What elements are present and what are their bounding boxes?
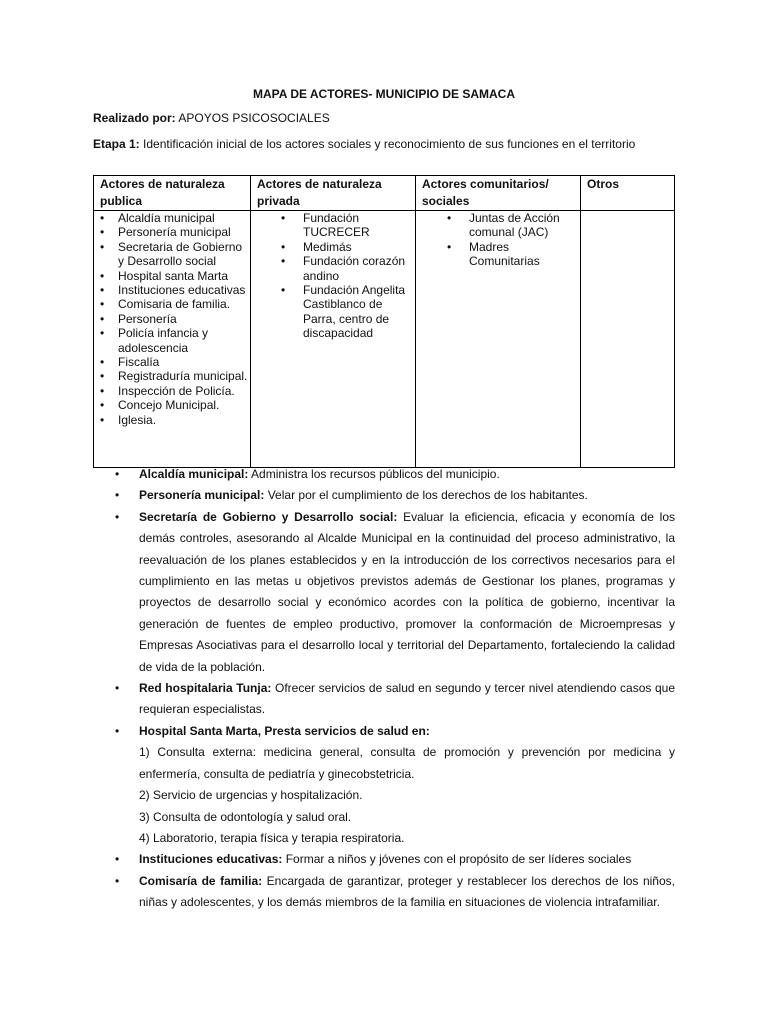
- document-title: MAPA DE ACTORES- MUNICIPIO DE SAMACA: [252, 87, 515, 101]
- stage-label: Etapa 1:: [93, 137, 140, 151]
- made-by-label: Realizado por:: [93, 111, 176, 125]
- made-by-line: [93, 111, 330, 125]
- community-actors-list: [416, 211, 580, 269]
- public-actors-list: [94, 211, 250, 427]
- list-item: • Fundación Angelita Castiblanco de Parra, centro de discapacidad: [251, 283, 415, 341]
- others-cell: [581, 211, 675, 468]
- list-item: • Policía infancia y adolescencia: [94, 326, 250, 355]
- list-item: • Fiscalía: [94, 355, 250, 369]
- list-item: • Fundación corazón andino: [251, 254, 415, 283]
- list-item: • Personería municipal: [94, 225, 250, 239]
- list-item: • Registraduría municipal.: [94, 369, 250, 383]
- public-actors-cell: [94, 211, 251, 468]
- description-text: Evaluar la eficiencia, eficacia y economía de los demás controles, asesorando al Alcalde Municipal en la continuidad del proceso administrativo, la reevaluación de los planes establecidos y en la introducción de los correctivos necesarios para el cumplimiento en las metas u objetivos previstos además de Gestionar los planes, programas y proyectos de desarrollo social y económico acordes con la política de gobierno, incentivar la generación de fuentes de empleo productivo, promover la conformación de Microempresas y Empresas Asociativas para el desarrollo local y territorial del Departamento, fortaleciendo la calidad de vida de la población.: [139, 509, 675, 674]
- description-text: Formar a niños y jóvenes con el propósito de ser líderes sociales: [282, 852, 632, 867]
- list-item: • Iglesia.: [94, 413, 250, 427]
- list-item: • Madres Comunitarias: [416, 240, 580, 269]
- made-by-value: APOYOS PSICOSOCIALES: [178, 111, 330, 125]
- header-public: Actores de naturaleza publica: [94, 176, 251, 211]
- description-term: Instituciones educativas:: [139, 852, 283, 867]
- header-community: Actores comunitarios/ sociales: [416, 176, 581, 211]
- hospital-service-item: 3) Consulta de odontología y salud oral.: [139, 809, 352, 824]
- list-item: • Inspección de Policía.: [94, 384, 250, 398]
- stage-value: Identificación inicial de los actores sociales y reconocimiento de sus funciones en el territorio: [143, 137, 636, 151]
- actors-table: [93, 175, 675, 468]
- private-actors-cell: [251, 211, 416, 468]
- description-term: Hospital Santa Marta, Presta servicios de salud en:: [139, 723, 430, 738]
- list-item: • Personería: [94, 312, 250, 326]
- description-text: Administra los recursos públicos del municipio.: [248, 467, 500, 481]
- actor-descriptions: [93, 464, 675, 914]
- list-item: • Instituciones educativas: [94, 283, 250, 297]
- descriptions-list: [93, 464, 675, 914]
- description-item: [93, 507, 675, 678]
- description-text: Velar por el cumplimiento de los derechos de los habitantes.: [264, 488, 588, 503]
- description-item: [93, 721, 675, 742]
- description-item: [93, 849, 675, 870]
- description-item: [93, 485, 675, 506]
- community-actors-cell: [416, 211, 581, 468]
- list-item: • Juntas de Acción comunal (JAC): [416, 211, 580, 240]
- private-actors-list: [251, 211, 415, 341]
- list-item: • Concejo Municipal.: [94, 398, 250, 412]
- description-term: Personería municipal:: [139, 488, 265, 503]
- list-item: • Alcaldía municipal: [94, 211, 250, 225]
- description-text: Encargada de garantizar, proteger y restablecer los derechos de los niños, niñas y adolescentes, y los demás miembros de la familia en situaciones de violencia intrafamiliar.: [139, 873, 675, 910]
- description-item: [93, 871, 675, 914]
- list-item: • Fundación TUCRECER: [251, 211, 415, 240]
- hospital-service-item: 1) Consulta externa: medicina general, consulta de promoción y prevención por medicina y enfermería, consulta de pediatría y ginecobstetricia.: [139, 745, 675, 781]
- list-item: • Secretaria de Gobierno y Desarrollo social: [94, 240, 250, 269]
- table-body-row: [94, 211, 675, 468]
- description-text: Ofrecer servicios de salud en segundo y tercer nivel atendiendo casos que requieran especialistas.: [139, 681, 676, 717]
- description-item: [93, 464, 675, 485]
- stage-line: [93, 137, 635, 151]
- list-item: • Hospital santa Marta: [94, 269, 250, 283]
- hospital-service-item: 4) Laboratorio, terapia física y terapia respiratoria.: [139, 830, 405, 845]
- description-term: Comisaría de familia:: [139, 873, 263, 888]
- description-item: [93, 678, 675, 721]
- header-others: Otros: [581, 176, 675, 211]
- table-header-row: [94, 176, 675, 211]
- hospital-service-item: 2) Servicio de urgencias y hospitalización.: [139, 788, 363, 803]
- list-item: • Medimás: [251, 240, 415, 254]
- header-private: Actores de naturaleza privada: [251, 176, 416, 211]
- description-term: Red hospitalaria Tunja:: [139, 681, 272, 696]
- list-item: • Comisaria de familia.: [94, 297, 250, 311]
- description-term: Alcaldía municipal:: [139, 467, 249, 481]
- description-term: Secretaría de Gobierno y Desarrollo social:: [139, 509, 398, 524]
